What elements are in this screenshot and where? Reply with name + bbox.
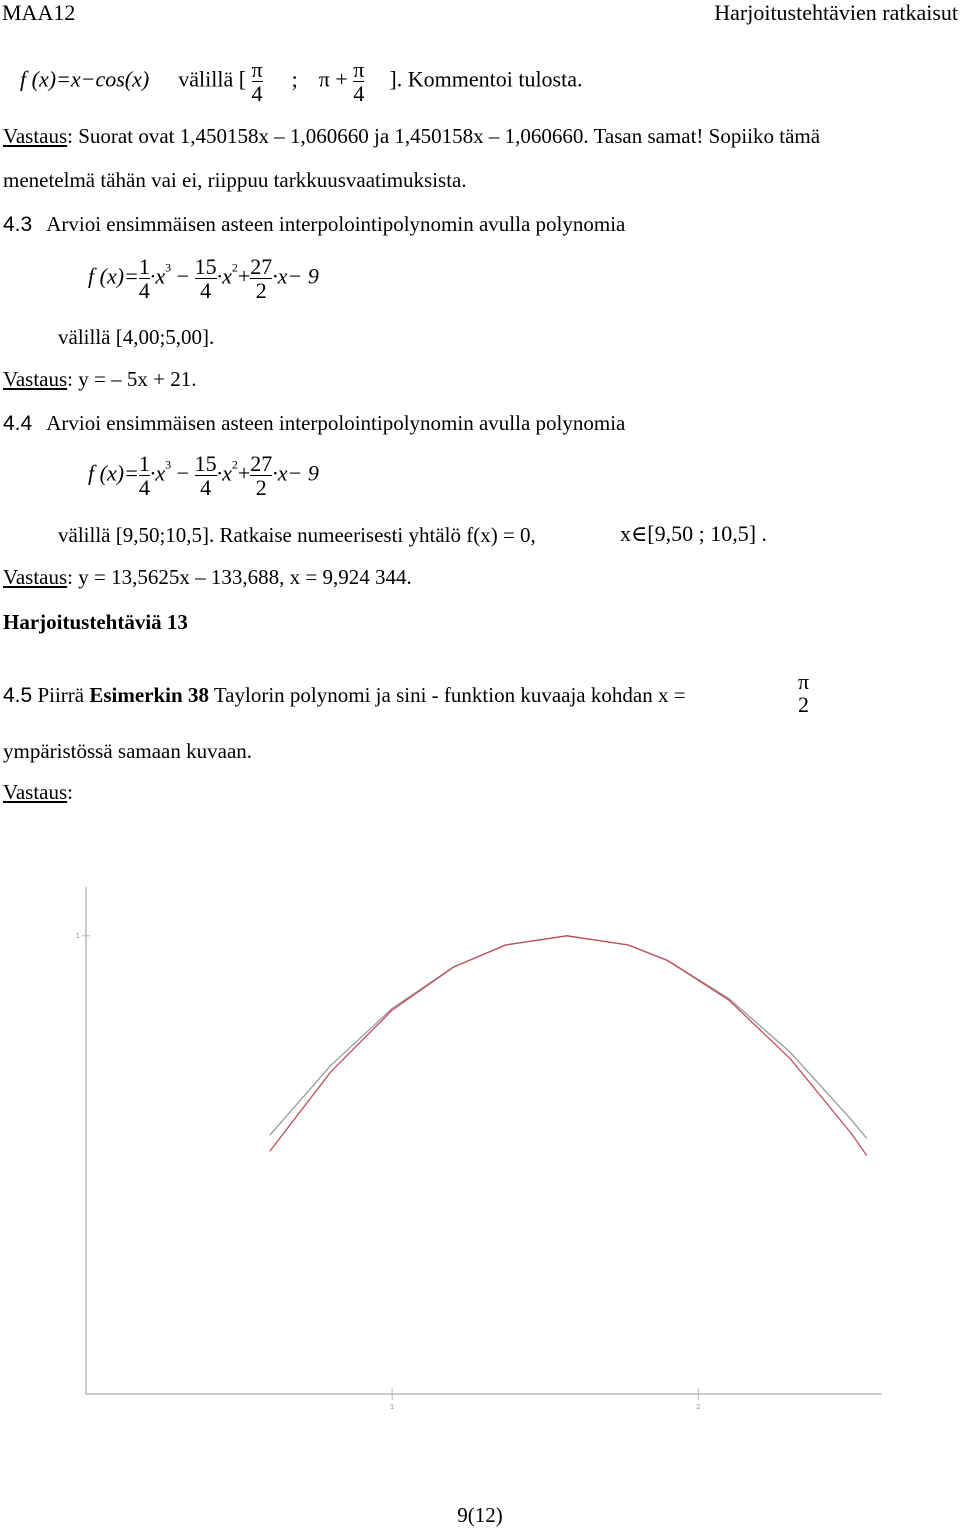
polynomial-formula-43: f (x)= $\frac{1}{4}$ $\cdot x^3$ − $\frac{15}{4}$ $\cdot x^2+$ $\frac{27}{2}$ ·x− 9: [88, 254, 319, 304]
polynomial-formula-44: f (x)= $\frac{1}{4}$ $\cdot x^3$ − $\frac{15}{4}$ $\cdot x^2+$ $\frac{27}{2}$ ·x− 9: [88, 451, 319, 501]
header-right: Harjoitustehtävien ratkaisut: [714, 0, 958, 25]
answer-label: Vastaus: [3, 124, 68, 148]
x-tick-label: 1: [389, 1403, 395, 1411]
task45-line1: 4.5 Piirrä Esimerkin 38 Taylorin polynomi ja sini - funktion kuvaaja kohdan x =: [3, 683, 686, 707]
page-number: 9(12): [457, 1503, 503, 1527]
x-tick-label: 2: [696, 1403, 701, 1411]
header-left: MAA12: [2, 0, 76, 25]
task44-heading: 4.4 Arvioi ensimmäisen asteen interpolointipolynomin avulla polynomia: [3, 411, 626, 435]
task45-answer-label: Vastaus:: [3, 780, 74, 804]
task-text: Arvioi ensimmäisen asteen interpolointipolynomin avulla polynomia: [46, 212, 626, 236]
task43-interval: välillä [4,00;5,00].: [58, 325, 215, 349]
fraction-pi-over-4-second: $\frac{\pi}{4}$: [353, 57, 365, 107]
interval-word: välillä [: [178, 66, 247, 92]
task44-interval: välillä [9,50;10,5]. Ratkaise numeerisesti yhtälö f(x) = 0,: [58, 523, 536, 547]
task43-answer: Vastaus: y = – 5x + 21.: [3, 367, 197, 391]
answer42-line2: menetelmä tähän vai ei, riippuu tarkkuusvaatimuksista.: [3, 168, 467, 192]
y-tick-label: 1: [75, 931, 80, 940]
series-line-1: [270, 936, 867, 1139]
series-line-2: [270, 936, 867, 1156]
function-definition: f (x)=x−cos(x): [20, 66, 150, 92]
section-title: Harjoitustehtäviä 13: [3, 610, 188, 634]
fraction-pi-over-2: π 2: [798, 669, 810, 718]
task45-line2: ympäristössä samaan kuvaan.: [3, 739, 253, 763]
answer42-text: : Suorat ovat 1,450158x – 1,060660 ja 1,450158x – 1,060660. Tasan samat! Sopiiko tämä: [67, 124, 821, 148]
pi-plus: π +: [318, 66, 348, 92]
task44-answer: Vastaus: y = 13,5625x – 133,688, x = 9,924 344.: [3, 565, 412, 589]
task42-tail: ]. Kommentoi tulosta.: [389, 66, 583, 92]
interval-set: x∈[9,50 ; 10,5] .: [620, 521, 768, 546]
task-number: 4.3: [3, 213, 33, 236]
fraction-pi-over-4: $\frac{\pi}{4}$: [251, 57, 263, 107]
separator: ;: [291, 66, 298, 92]
